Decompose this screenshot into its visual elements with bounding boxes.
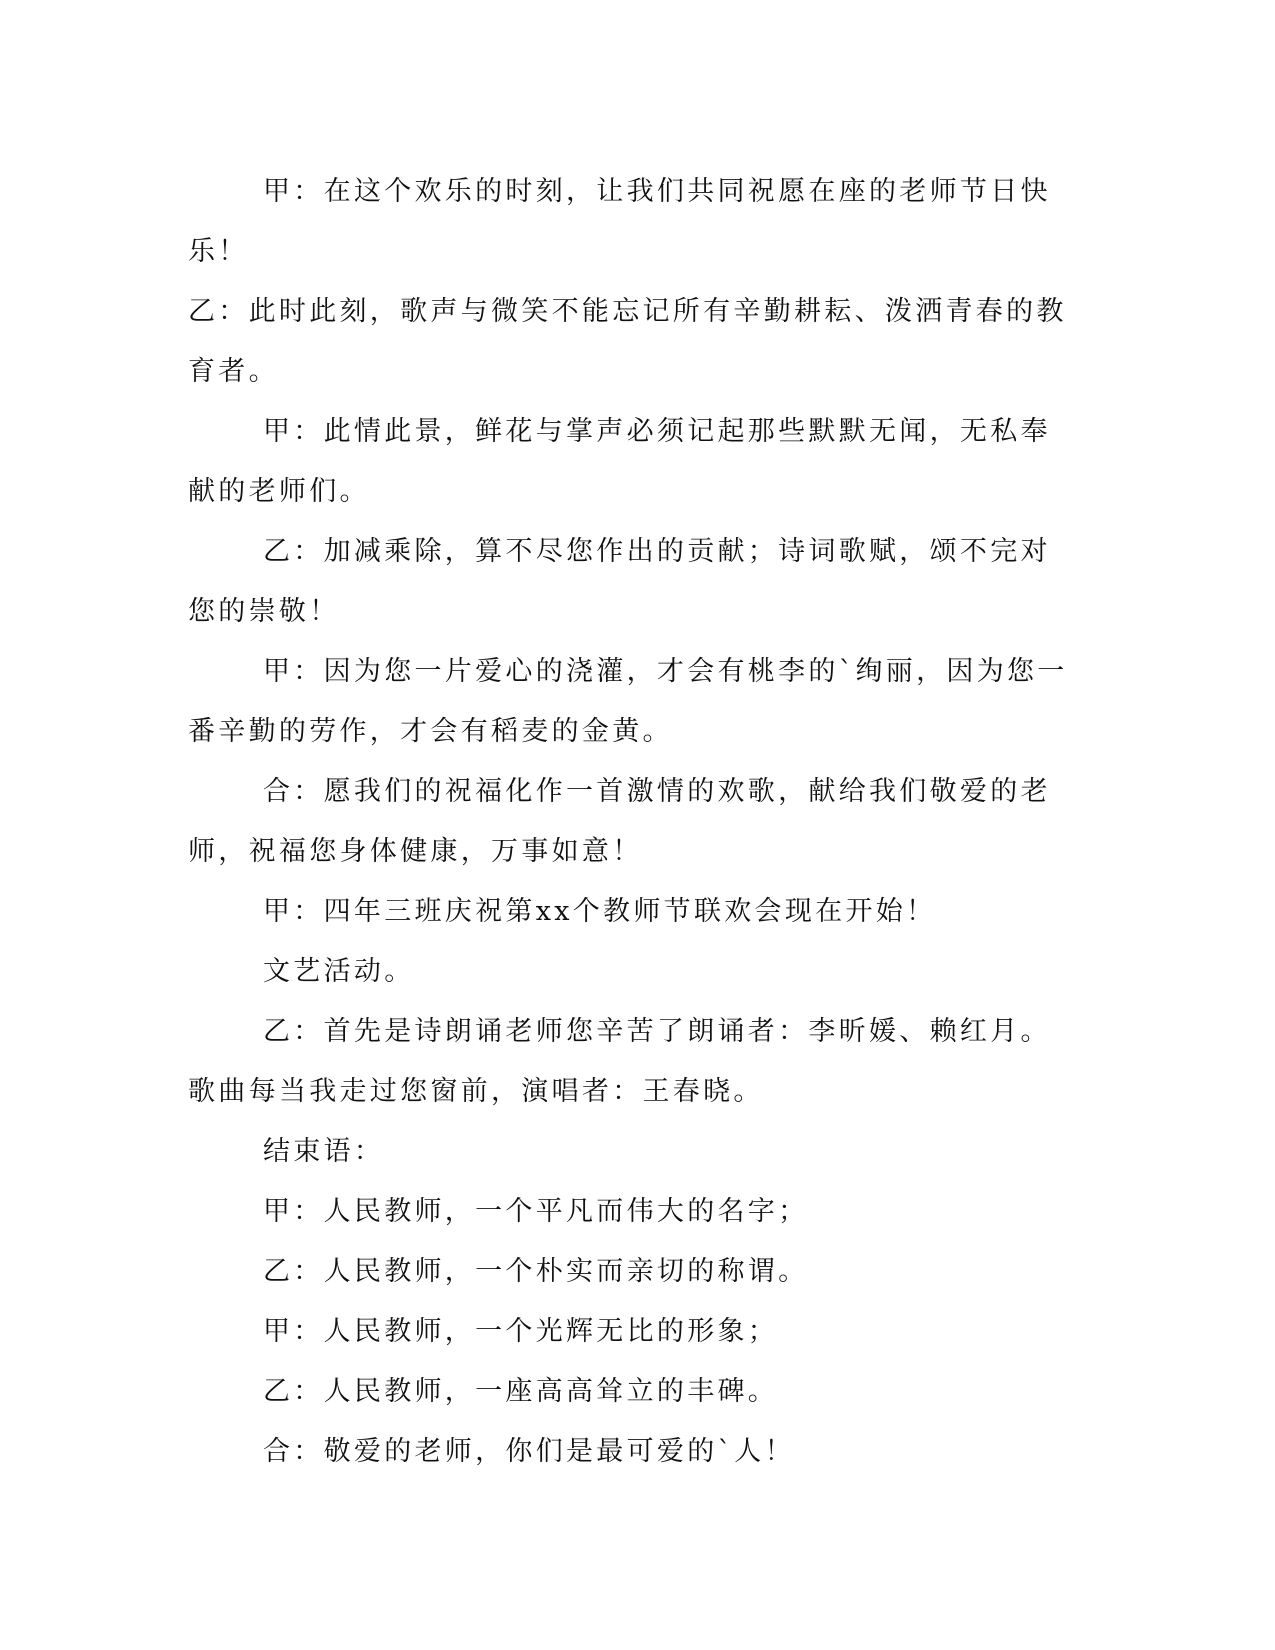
paragraph-13: 甲：人民教师，一个光辉无比的形象； [263, 1316, 779, 1347]
paragraph-4: 乙：加减乘除，算不尽您作出的贡献；诗词歌赋，颂不完对您的崇敬！ [188, 536, 1051, 627]
paragraph-6: 合：愿我们的祝福化作一首激情的欢歌，献给我们敬爱的老师，祝福您身体健康，万事如意！ [188, 776, 1051, 867]
paragraph-14: 乙：人民教师，一座高高耸立的丰碑。 [263, 1376, 779, 1407]
paragraph-3: 甲：此情此景，鲜花与掌声必须记起那些默默无闻，无私奉献的老师们。 [188, 416, 1051, 507]
paragraph-9: 乙：首先是诗朗诵老师您辛苦了朗诵者：李昕媛、赖红月。歌曲每当我走过您窗前，演唱者：王春晓。 [188, 1016, 1051, 1107]
paragraph-8: 文艺活动。 [263, 956, 415, 987]
paragraph-10: 结束语： [263, 1136, 385, 1167]
paragraph-7: 甲：四年三班庆祝第xx个教师节联欢会现在开始！ [263, 896, 937, 927]
paragraph-5: 甲：因为您一片爱心的浇灌，才会有桃李的`绚丽，因为您一番辛勤的劳作，才会有稻麦的金黄。 [188, 656, 1068, 747]
paragraph-11: 甲：人民教师，一个平凡而伟大的名字； [263, 1196, 809, 1227]
document-body [188, 162, 1068, 1482]
paragraph-12: 乙：人民教师，一个朴实而亲切的称谓。 [263, 1256, 809, 1287]
paragraph-1: 甲：在这个欢乐的时刻，让我们共同祝愿在座的老师节日快乐！ [188, 176, 1051, 267]
paragraph-15: 合：敬爱的老师，你们是最可爱的`人！ [263, 1436, 795, 1467]
paragraph-2: 乙：此时此刻，歌声与微笑不能忘记所有辛勤耕耘、泼洒青春的教育者。 [188, 296, 1067, 387]
